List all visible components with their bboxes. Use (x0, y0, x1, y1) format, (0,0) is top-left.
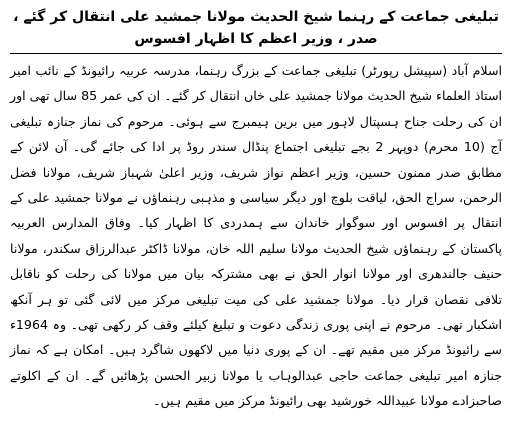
article-headline: تبلیغی جماعت کے رہنما شیخ الحدیث مولانا جمشید علی انتقال کر گئے ، صدر ، وزیر اعظم کا اظہار افسوس (10, 6, 502, 54)
article-body: اسلام آباد (سپیشل رپورٹر) تبلیغی جماعت کے بزرگ رہنما، مدرسہ عربیہ رائیونڈ کے نائب امیر استاذ العلماء شیخ الحدیث مولانا جمشید علی خاں انتقال کر گئے۔ ان کی عمر 85 سال تھی اور ان کی رحلت جناح ہسپتال لاہور میں برین ہیمبرج سے ہوئی۔ مرحوم کی نماز جنازہ تبلیغی آج (10 محرم) دوپہر 2 بجے تبلیغی اجتماع پنڈال سندر روڈ پر ادا کی جائے گی۔ آن لائن کے مطابق صدر ممنون حسین، وزیر اعظم نواز شریف، وزیر اعلیٰ شہباز شریف، مولانا فضل الرحمن، سراج الحق، لیاقت بلوچ اور دیگر سیاسی و مذہبی رہنماؤں نے مولانا جمشید علی کے انتقال پر افسوس اور سوگوار خاندان سے ہمدردی کا اظہار کیا۔ وفاق المدارس العربیہ پاکستان کے رہنماؤں شیخ الحدیث مولانا سلیم اللہ خان، مولانا ڈاکٹر عبدالرزاق سکندر، مولانا حنیف جالندھری اور مولانا انوار الحق نے بھی مشترکہ بیان میں مولانا کی رحلت کو ناقابل تلافی نقصان قرار دیا۔ مولانا جمشید علی کی میت تبلیغی مرکز میں لائی گئی تو ہر آنکھ اشکبار تھی۔ مرحوم نے اپنی پوری زندگی دعوت و تبلیغ کیلئے وقف کر رکھی تھی۔ وہ 1964ء سے رائیونڈ مرکز میں مقیم تھے۔ ان کے پوری دنیا میں لاکھوں شاگرد ہیں۔ امکان ہے کہ نماز جنازہ امیر تبلیغی جماعت حاجی عبدالوہاب یا مولانا زبیر الحسن پڑھائیں گے۔ ان کے اکلوتے صاحبزادے مولانا عبیداللہ خورشید بھی رائیونڈ مرکز میں مقیم ہیں۔ (10, 63, 502, 409)
